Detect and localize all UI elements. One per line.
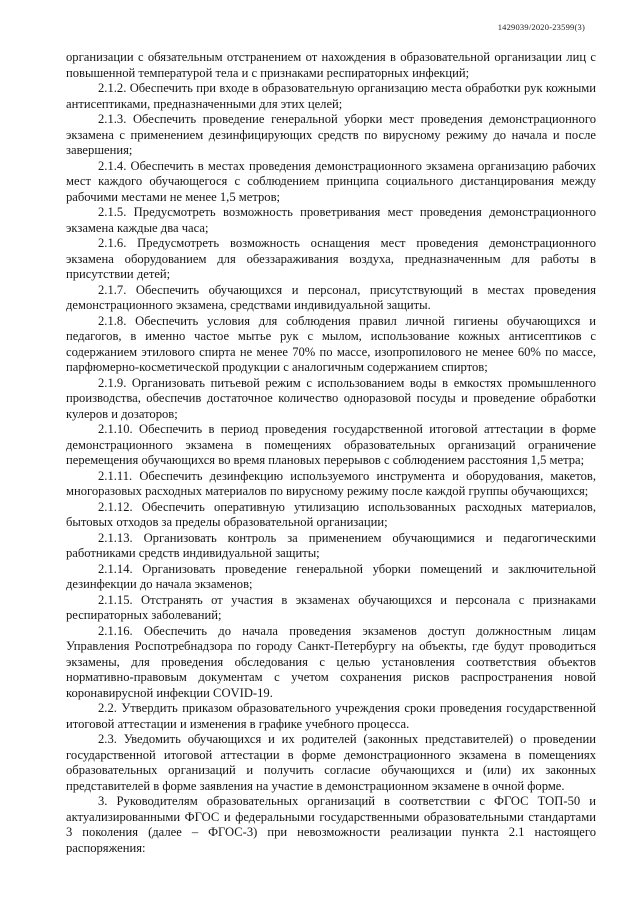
- paragraph: 2.1.14. Организовать проведение генеральной уборки помещений и заключительной дезинфекции до начала экзаменов;: [66, 561, 596, 591]
- paragraph: 3. Руководителям образовательных организаций в соответствии с ФГОС ТОП-50 и актуализированными ФГОС и федеральными государственными образовательными стандартами 3 поколения (далее – ФГОС-3) при невозможности реализации пункта 2.1 настоящего распоряжения:: [66, 794, 596, 855]
- paragraph: 2.1.4. Обеспечить в местах проведения демонстрационного экзамена организацию рабочих мест каждого обучающегося с соблюдением принципа социального дистанцирования между рабочими местами не менее 1,5 метров;: [66, 158, 596, 204]
- paragraph: 2.3. Уведомить обучающихся и их родителей (законных представителей) о проведении государственной итоговой аттестации в форме демонстрационного экзамена в помещениях образовательных организаций и получить согласие обучающихся и (или) их законных представителей в форме заявления на участие в демонстрационном экзамене в очной форме.: [66, 732, 596, 793]
- paragraph: 2.1.2. Обеспечить при входе в образовательную организацию места обработки рук кожными антисептиками, предназначенными для этих целей;: [66, 81, 596, 111]
- paragraph: 2.1.16. Обеспечить до начала проведения экзаменов доступ должностным лицам Управления Роспотребнадзора по городу Санкт-Петербургу на объекты, где будут проводиться экзамены, для проведения обследования с целью установления соответствия объектов нормативно-правовым документам с учетом сохранения рисков распространения новой коронавирусной инфекции COVID-19.: [66, 623, 596, 700]
- paragraph: 2.1.12. Обеспечить оперативную утилизацию использованных расходных материалов, бытовых отходов за пределы образовательной организации;: [66, 499, 596, 529]
- paragraph: 2.1.15. Отстранять от участия в экзаменах обучающихся и персонала с признаками респираторных заболеваний;: [66, 592, 596, 622]
- paragraph: 2.1.7. Обеспечить обучающихся и персонал, присутствующий в местах проведения демонстрационного экзамена, средствами индивидуальной защиты.: [66, 282, 596, 312]
- paragraph: 2.1.11. Обеспечить дезинфекцию используемого инструмента и оборудования, макетов, многоразовых расходных материалов по вирусному режиму после каждой группы обучающихся;: [66, 468, 596, 498]
- paragraph: 2.1.5. Предусмотреть возможность проветривания мест проведения демонстрационного экзамена каждые два часа;: [66, 205, 596, 235]
- paragraph: 2.1.10. Обеспечить в период проведения государственной итоговой аттестации в форме демонстрационного экзамена в помещениях образовательных организаций ограничение перемещения обучающихся во время плановых перерывов с соблюдением расстояния 1,5 метра;: [66, 422, 596, 467]
- paragraph: 2.2. Утвердить приказом образовательного учреждения сроки проведения государственной итоговой аттестации и изменения в графике учебного процесса.: [66, 701, 596, 731]
- paragraph: 2.1.3. Обеспечить проведение генеральной уборки мест проведения демонстрационного экзамена с применением дезинфицирующих средств по вирусному режиму до начала и после завершения;: [66, 112, 596, 157]
- paragraph: организации с обязательным отстранением от нахождения в образовательной организации лиц с повышенной температурой тела и с признаками респираторных инфекций;: [66, 50, 596, 80]
- paragraph: 2.1.9. Организовать питьевой режим с использованием воды в емкостях промышленного производства, обеспечив достаточное количество одноразовой посуды и проведение обработки кулеров и дозаторов;: [66, 375, 596, 421]
- document-number: 1429039/2020-23599(3): [497, 22, 585, 32]
- document-body: [66, 50, 596, 856]
- paragraph: 2.1.6. Предусмотреть возможность оснащения мест проведения демонстрационного экзамена оборудованием для обеззараживания воздуха, предназначенным для работы в присутствии детей;: [66, 236, 596, 281]
- paragraph: 2.1.8. Обеспечить условия для соблюдения правил личной гигиены обучающихся и педагогов, в именно частое мытье рук с мылом, использование кожных антисептиков с содержанием этилового спирта не менее 70% по массе, изопропилового не менее 60% по массе, парфюмерно-косметической продукции с аналогичным содержанием спиртов;: [66, 313, 596, 374]
- paragraph: 2.1.13. Организовать контроль за применением обучающимися и педагогическими работниками средств индивидуальной защиты;: [66, 530, 596, 560]
